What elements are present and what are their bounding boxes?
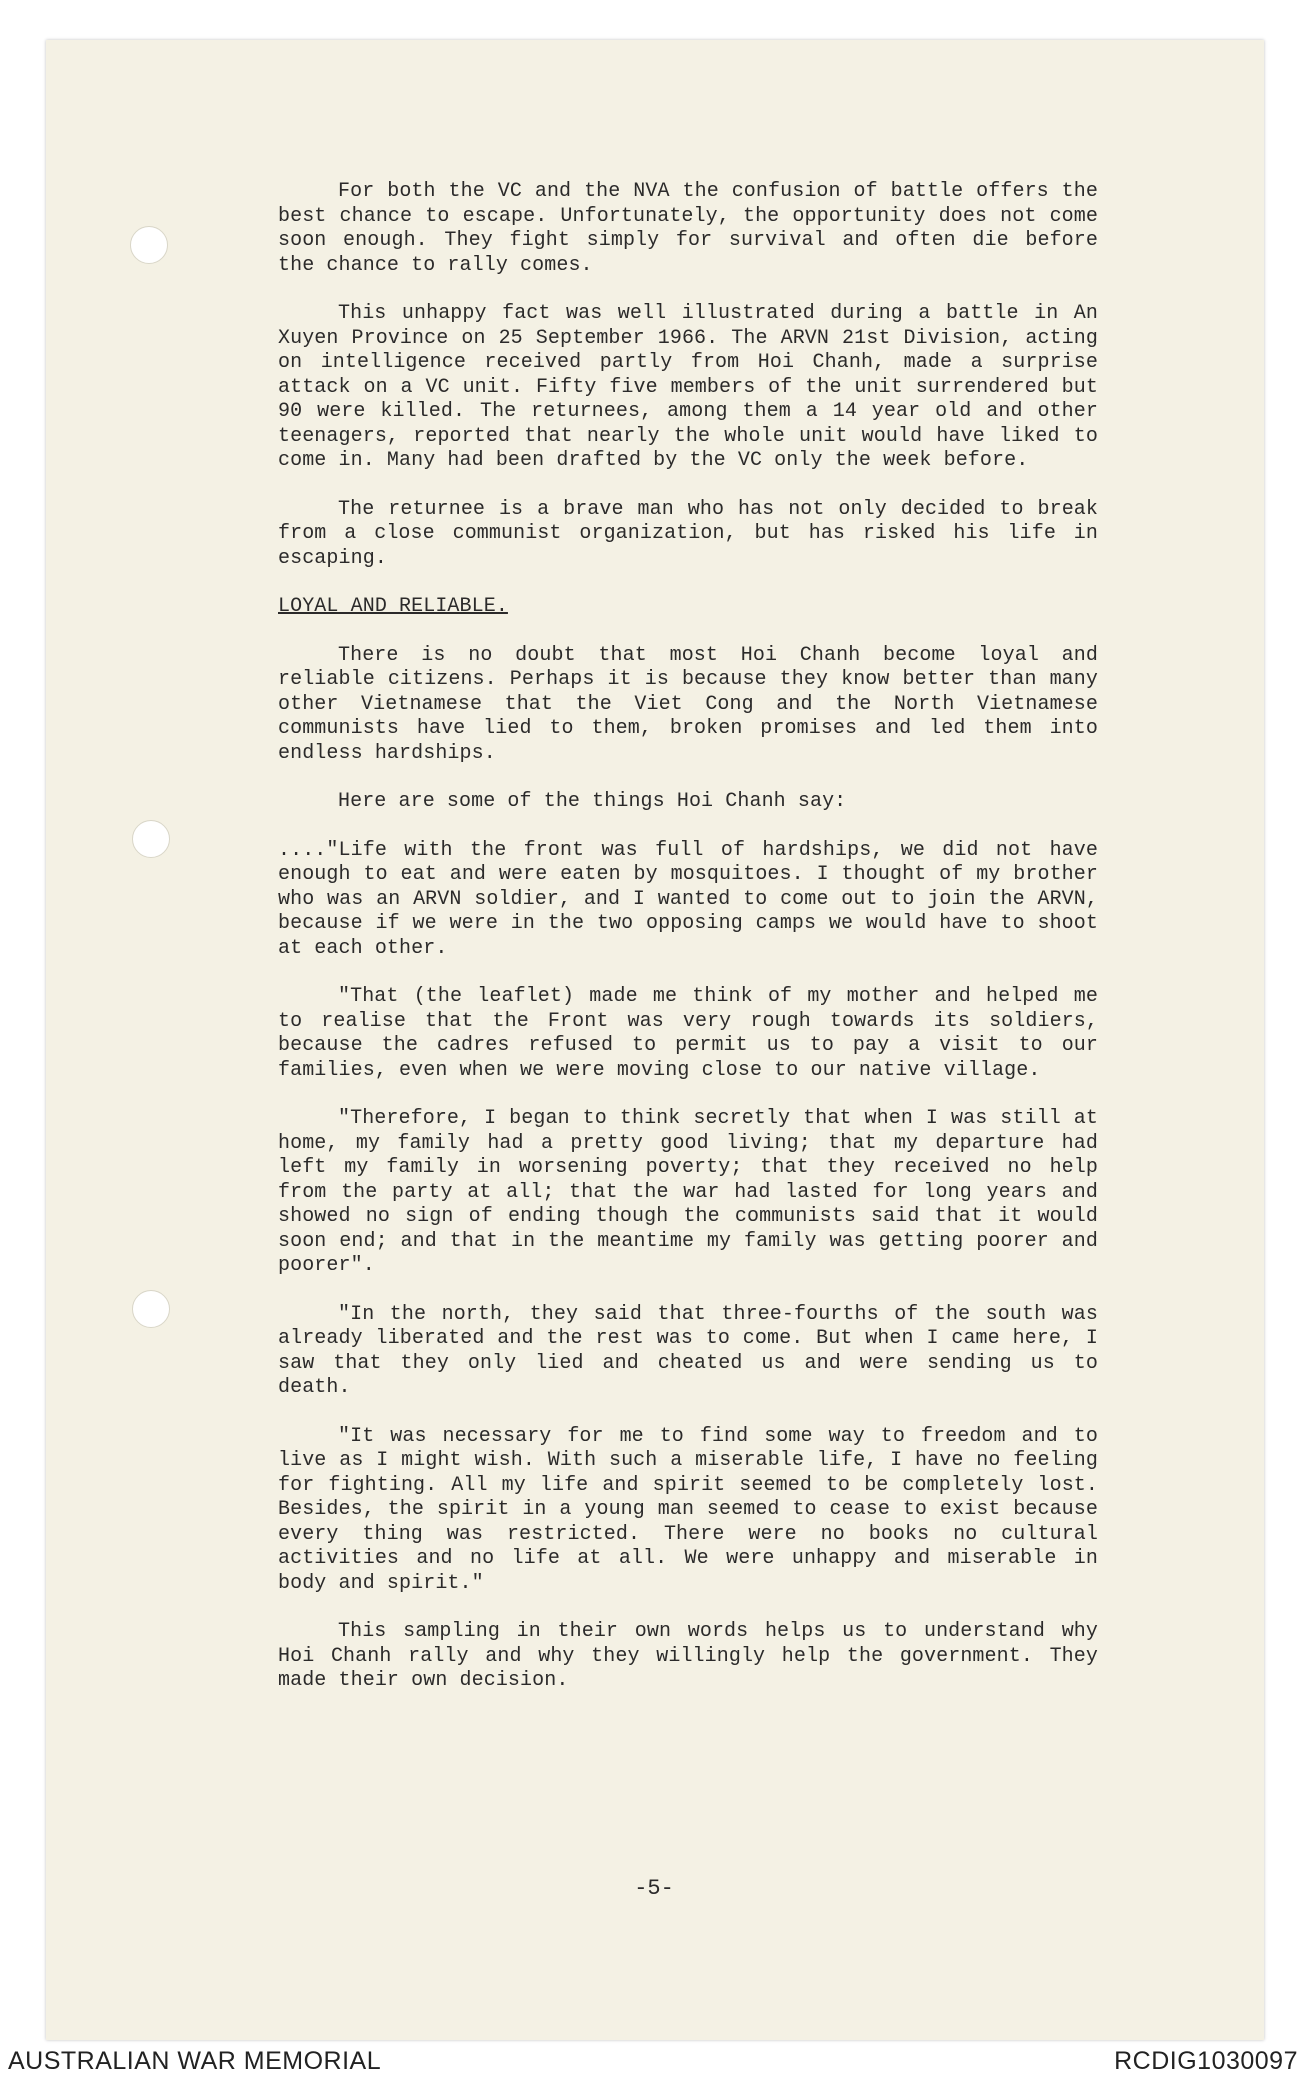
section-heading: LOYAL AND RELIABLE.: [278, 595, 508, 618]
quote-paragraph: "In the north, they said that three-fourths of the south was already liberated and the rest was to come. But when I came here, I saw that they only lied and cheated us and were sending us to death.: [278, 1302, 1098, 1399]
quote-paragraph: "That (the leaflet) made me think of my mother and helped me to realise that the Front was very rough towards its soldiers, because the cadres refused to permit us to pay a visit to our families, even when we were moving close to our native village.: [278, 985, 1098, 1082]
paragraph: The returnee is a brave man who has not only decided to break from a close communist organization, but has risked his life in escaping.: [278, 497, 1098, 570]
footer-record-id: RCDIG1030097: [1114, 2047, 1298, 2075]
punch-hole: [130, 226, 168, 264]
quote-paragraph: "Therefore, I began to think secretly that when I was still at home, my family had a pretty good living; that my departure had left my family in worsening poverty; that they received no help from the party at all; that the war had lasted for long years and showed no sign of ending though the communists said that it would soon end; and that in the meantime my family was getting poorer and poorer".: [278, 1107, 1098, 1277]
paragraph: Here are some of the things Hoi Chanh say:: [338, 790, 847, 813]
quote-paragraph: "It was necessary for me to find some way to freedom and to live as I might wish. With such a miserable life, I have no feeling for fighting. All my life and spirit seemed to be completely lost. Besides, the spirit in a young man seemed to cease to exist because every thing was restricted. There were no books no cultural activities and no life at all. We were unhappy and miserable in body and spirit.": [278, 1424, 1098, 1595]
quote-paragraph: ...."Life with the front was full of hardships, we did not have enough to eat and were eaten by mosquitoes. I thought of my brother who was an ARVN soldier, and I wanted to come out to join the ARVN, because if we were in the two opposing camps we would have to shoot at each other.: [278, 838, 1098, 960]
page-number: -5-: [634, 1876, 674, 1901]
punch-hole: [132, 820, 170, 858]
footer-archive-name: AUSTRALIAN WAR MEMORIAL: [8, 2047, 382, 2075]
closing-paragraph: This sampling in their own words helps us to understand why Hoi Chanh rally and why they willingly help the government. They made their own decision.: [278, 1620, 1098, 1692]
paragraph: This unhappy fact was well illustrated during a battle in An Xuyen Province on 25 September 1966. The ARVN 21st Division, acting on intelligence received partly from Hoi Chanh, made a surprise attack on a VC unit. Fifty five members of the unit surrendered but 90 were killed. The returnees, among them a 14 year old and other teenagers, reported that nearly the whole unit would have liked to come in. Many had been drafted by the VC only the week before.: [278, 302, 1098, 472]
document-body: [278, 180, 1098, 1718]
paragraph: There is no doubt that most Hoi Chanh become loyal and reliable citizens. Perhaps it is because they know better than many other Vietnamese that the Viet Cong and the North Vietnamese communists have lied to them, broken promises and led them into endless hardships.: [278, 643, 1098, 765]
punch-hole: [132, 1290, 170, 1328]
paragraph: For both the VC and the NVA the confusion of battle offers the best chance to escape. Unfortunately, the opportunity does not come soon enough. They fight simply for survival and often die before the chance to rally comes.: [278, 180, 1098, 277]
